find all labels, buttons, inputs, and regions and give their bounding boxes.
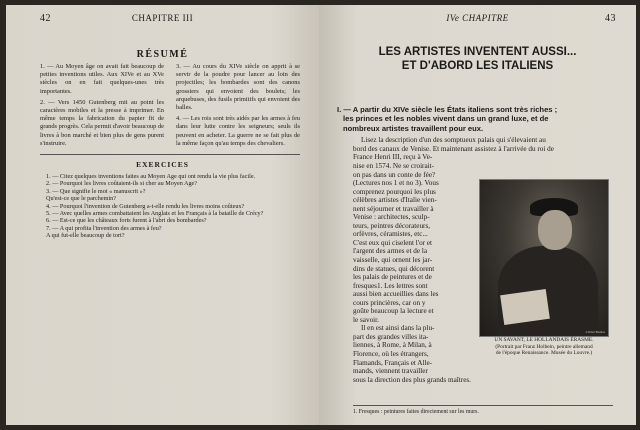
summary-paragraph: 2. — Vers 1450 Gutenberg mit au point les caractères mobiles et la presse à imprimer. En même temps la fabrication du papier fit de grands progrès. Cela permit d'avoir beaucoup de livres à bon marché et bien plus de gens purent s'instruire. [40,98,164,147]
body-line: on pas dans un conte de fée? [353,170,436,179]
exercise-item: A qui fut-elle beaucoup de tort? [46,232,125,240]
chapter-title-line: ET D'ABORD LES ITALIENS [401,60,554,72]
body-line: mands, viennent travailler [353,367,428,376]
section-divider [40,154,300,155]
body-line: (Lectures nos 1 et no 3). Vous [353,179,439,188]
chapter-title-line: LES ARTISTES INVENTENT AUSSI... [378,46,577,58]
photo-credit: Cliché Bulloz [585,330,605,334]
body-line: les palais de peintures et de [353,273,432,282]
section-lead [337,105,613,133]
exercise-item: 2. — Pourquoi les livres coûtaient-ils si cher au Moyen Age? [46,180,198,188]
lead-line: I. — A partir du XIVe siècle les États italiens sont très riches ; [337,105,558,114]
body-line: Il en est ainsi dans la plu- [361,324,435,333]
caption-line: (Portrait par Franz Holbein, peintre allemand [495,343,593,350]
summary-column-1 [40,63,164,151]
exercise-item: 1. — Citez quelques inventions faites au Moyen Age qui ont rendu la vie plus facile. [46,173,256,180]
body-line: Flamands, Français et Alle- [353,358,433,367]
caption-line: UN SAVANT, LE HOLLANDAIS ÉRASME. [494,337,594,343]
footnote: 1. Fresques : peintures faites directement sur les murs. [353,405,613,415]
lead-line: nombreux artistes travaillent pour eux. [343,123,484,133]
body-line: goûte beaucoup la lecture et [353,307,434,316]
body-line: le savoir. [353,315,379,324]
right-page [319,5,636,425]
right-page-number: 43 [605,13,616,24]
body-column [353,162,477,384]
exercise-item: 4. — Pourquoi l'invention de Gutenberg a-t-elle rendu les livres moins coûteux? [46,202,245,210]
body-line: l'argent des armes et de la [353,247,428,256]
exercise-item: 7. — A qui profita l'invention des armes à feu? [46,224,162,232]
body-line: liennes, à Rome, à Milan, à [353,341,432,350]
lead-line: les princes et les nobles vivent dans un grand luxe, et de [343,114,549,124]
body-line: cours princières, car on y [353,298,426,307]
portrait-caption [477,337,611,357]
right-running-head: IVe CHAPITRE [446,13,509,23]
summary-paragraph: 1. — Au Moyen âge on avait fait beaucoup de petites inventions utiles. Aux XIVe et au XVe siècles on en fait quelques-unes très importantes. [40,63,164,95]
exercises-title: EXERCICES [136,160,189,169]
body-line: célèbres artistes d'Italie vien- [353,196,437,205]
body-line: aussi bien accueillies dans les [353,290,439,299]
summary-columns [40,63,300,151]
body-line: Venise : architectes, sculp- [353,213,430,222]
summary-title: RÉSUMÉ [136,49,189,60]
summary-paragraph: 3. — Au cours du XIVe siècle on apprit à se servir de la poudre pour lancer au loin des projectiles; les bombardes sont des canons grossiers qui envoient des boulets; les arquebuses, des fusils primitifs qui envoient des balles. [176,63,300,112]
body-line: orfèvres, céramistes, etc... [353,230,428,239]
summary-column-2 [176,63,300,151]
exercise-item: Qu'est-ce que le parchemin? [46,195,117,203]
body-line: France Henri III, reçu à Ve- [353,153,433,162]
body-line: sous la direction des plus grands maîtres. [353,375,471,384]
body-line: vaisselle, qui ornent les jar- [353,256,433,265]
exercise-item: 6. — Est-ce que les châteaux forts furent à l'abri des bombardes? [46,217,207,225]
body-line: teurs, peintres décorateurs, [353,221,431,230]
summary-paragraph: 4. — Les rois sont très aidés par les armes à feu dans leur lutte contre les seigneurs; seuls ils peuvent en acheter. La guerre ne se fait plus de la même façon qu'au temps des chevaliers. [176,115,300,147]
intro-paragraph [353,136,615,162]
portrait-book [500,289,550,325]
body-line: nise en 1574. Ne se croirait- [353,162,435,170]
body-line: part des grandes villes ita- [353,332,429,341]
body-line: fresques1. Les lettres sont [353,281,428,290]
body-line: dins de statues, qui décorent [353,264,435,273]
left-page [6,5,319,425]
book-spread [6,5,636,425]
portrait-face [538,210,572,250]
body-line: Florence, où les étrangers, [353,350,429,359]
body-line: nent séjourner et travailler à [353,204,434,213]
exercise-item: 5. — Avec quelles armes combattaient les Anglais et les Français à la bataille de Crécy? [46,210,264,218]
body-line: Lisez la description d'un des somptueux palais qui s'élevaient au [361,136,546,144]
body-line: comprenez pourquoi les plus [353,187,436,196]
body-line: bord des canaux de Venise. Et maintenant assistez à l'arrivée du roi de [353,144,554,153]
chapter-title [319,45,636,73]
exercise-item: 3. — Que signifie le mot « manuscrit »? [46,187,146,195]
left-running-head: CHAPITRE III [131,13,194,23]
body-line: C'est eux qui ciselent l'or et [353,238,433,247]
caption-line: de l'époque Renaissance. Musée du Louvre.) [495,350,593,357]
left-page-number: 42 [40,13,51,24]
erasmus-portrait [479,179,609,337]
exercises-list [46,173,296,240]
